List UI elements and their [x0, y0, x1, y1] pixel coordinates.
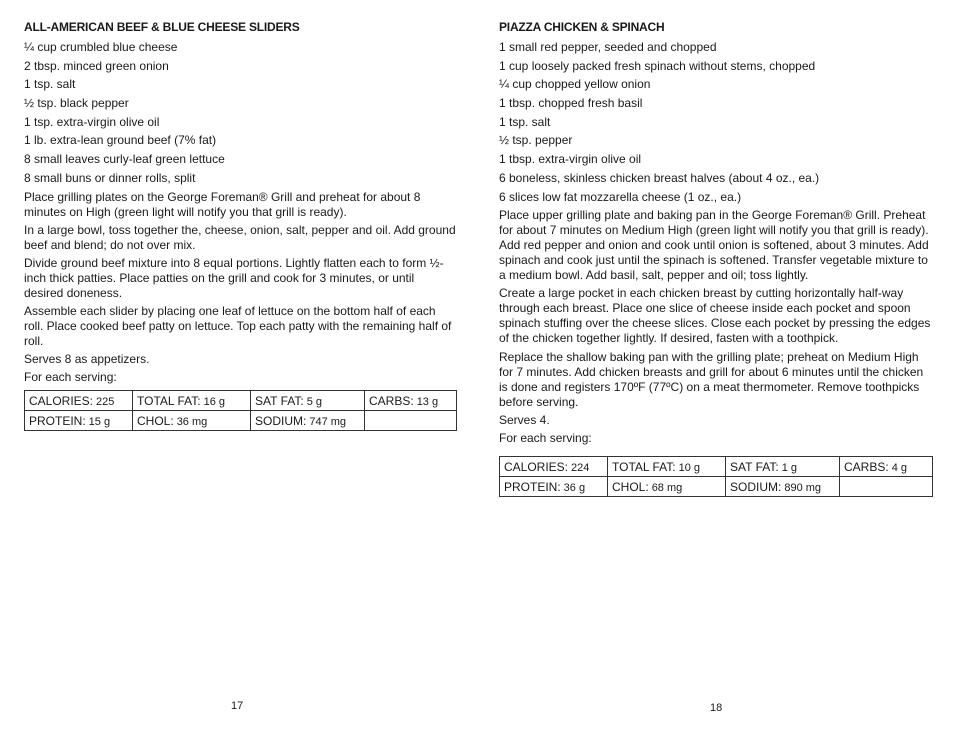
total-fat-label: TOTAL FAT: [137, 393, 201, 408]
serves-text: Serves 8 as appetizers. [24, 352, 150, 367]
ingredient-line: 1 tbsp. extra-virgin olive oil [499, 152, 642, 167]
calories-label: CALORIES: [504, 459, 569, 474]
total-fat-cell [133, 391, 251, 411]
sat-fat-cell [726, 457, 840, 477]
ingredient-line: ½ tsp. pepper [499, 133, 573, 148]
total-fat-value: 10 g [678, 461, 700, 474]
empty-cell [840, 477, 933, 497]
nutrition-table [499, 456, 933, 497]
ingredient-line: 1 lb. extra-lean ground beef (7% fat) [24, 133, 217, 148]
nutrition-row [25, 391, 457, 411]
calories-label: CALORIES: [29, 393, 94, 408]
carbs-cell [840, 457, 933, 477]
for-each-serving: For each serving: [24, 370, 117, 385]
carbs-label: CARBS: [369, 393, 414, 408]
sodium-cell [251, 411, 365, 431]
nutrition-row [25, 411, 457, 431]
carbs-label: CARBS: [844, 459, 889, 474]
chol-label: CHOL: [137, 413, 174, 428]
carbs-cell [365, 391, 457, 411]
ingredient-line: ¼ cup chopped yellow onion [499, 77, 651, 92]
sat-fat-cell [251, 391, 365, 411]
calories-value: 224 [571, 461, 590, 474]
total-fat-cell [608, 457, 726, 477]
instruction-step: Replace the shallow baking pan with the grilling plate; preheat on Medium High for 7 minutes. Add chicken breasts and grill for about 6 minutes until the chicken is done and registers 170ºF (77ºC) on a meat thermometer. Remove toothpicks before serving. [499, 349, 924, 409]
instruction-step: Assemble each slider by placing one leaf of lettuce on the bottom half of each roll. Place cooked beef patty on lettuce. Top each patty with the remaining half of roll. [24, 304, 452, 349]
ingredient-line: 1 tsp. extra-virgin olive oil [24, 114, 160, 129]
carbs-value: 4 g [891, 461, 907, 474]
nutrition-row [500, 477, 933, 497]
protein-label: PROTEIN: [504, 479, 561, 494]
left-page [24, 0, 456, 738]
chol-value: 68 mg [651, 481, 683, 494]
sat-fat-label: SAT FAT: [730, 459, 779, 474]
ingredient-line: 6 boneless, skinless chicken breast halves (about 4 oz., ea.) [499, 170, 820, 185]
ingredient-line: 2 tbsp. minced green onion [24, 58, 169, 73]
calories-cell [500, 457, 608, 477]
serves-text: Serves 4. [499, 412, 550, 427]
ingredient-line: 1 tsp. salt [24, 77, 76, 92]
sodium-label: SODIUM: [255, 413, 307, 428]
sodium-label: SODIUM: [730, 479, 782, 494]
protein-value: 15 g [88, 415, 111, 428]
page-number: 17 [231, 700, 244, 712]
sodium-value: 747 mg [309, 415, 347, 428]
for-each-serving: For each serving: [499, 430, 592, 445]
recipe-body [24, 40, 456, 389]
protein-value: 36 g [563, 481, 586, 494]
instruction-step: Divide ground beef mixture into 8 equal portions. Lightly flatten each to form ½-inch thick patties. Place patties on the grill and cook for 3 minutes, or until desired doneness. [24, 255, 444, 300]
ingredient-line: ½ tsp. black pepper [24, 96, 129, 111]
instruction-step: In a large bowl, toss together the, cheese, onion, salt, pepper and oil. Add ground beef and blend; do not over mix. [24, 222, 456, 252]
total-fat-label: TOTAL FAT: [612, 459, 676, 474]
calories-cell [25, 391, 133, 411]
right-page [499, 0, 932, 738]
total-fat-value: 16 g [203, 395, 225, 408]
sat-fat-label: SAT FAT: [255, 393, 304, 408]
ingredient-line: ¼ cup crumbled blue cheese [24, 40, 178, 54]
chol-cell [133, 411, 251, 431]
ingredient-line: 1 cup loosely packed fresh spinach without stems, chopped [499, 58, 816, 73]
instruction-step: Place grilling plates on the George Foreman® Grill and preheat for about 8 minutes on High (green light will notify you that grill is ready). [24, 189, 421, 219]
ingredient-line: 1 tsp. salt [499, 114, 551, 129]
sodium-value: 890 mg [784, 481, 822, 494]
recipe-title: ALL-AMERICAN BEEF & BLUE CHEESE SLIDERS [24, 20, 300, 34]
ingredient-line: 1 tbsp. chopped fresh basil [499, 96, 643, 111]
ingredient-line: 1 small red pepper, seeded and chopped [499, 40, 717, 54]
nutrition-table [24, 390, 457, 431]
protein-cell [25, 411, 133, 431]
sat-fat-value: 1 g [781, 461, 797, 474]
instruction-step: Create a large pocket in each chicken breast by cutting horizontally half-way through each breast. Place one slice of cheese inside each pocket and spoon spinach stuffing over the cheese slices. Close each pocket by pressing the edges of the chicken together lightly. If desired, fasten with a toothpick. [499, 286, 931, 346]
chol-value: 36 mg [176, 415, 208, 428]
protein-cell [500, 477, 608, 497]
nutrition-row [500, 457, 933, 477]
chol-label: CHOL: [612, 479, 649, 494]
sat-fat-value: 5 g [306, 395, 322, 408]
ingredient-line: 8 small leaves curly-leaf green lettuce [24, 152, 225, 167]
protein-label: PROTEIN: [29, 413, 86, 428]
carbs-value: 13 g [416, 395, 439, 408]
calories-value: 225 [96, 395, 115, 408]
recipe-title: PIAZZA CHICKEN & SPINACH [499, 20, 665, 34]
ingredient-line: 8 small buns or dinner rolls, split [24, 170, 196, 185]
empty-cell [365, 411, 457, 431]
ingredient-line: 6 slices low fat mozzarella cheese (1 oz., ea.) [499, 189, 742, 204]
chol-cell [608, 477, 726, 497]
sodium-cell [726, 477, 840, 497]
page-number: 18 [710, 702, 723, 714]
instruction-step: Place upper grilling plate and baking pan in the George Foreman® Grill. Preheat for about 7 minutes on Medium High (green light will notify you that grill is ready). Add red pepper and onion and cook until onion is softened, about 3 minutes. Add spinach and cook just until the spinach is softened. Transfer vegetable mixture to a medium bowl. Add basil, salt, pepper and oil; toss lightly. [499, 208, 929, 283]
recipe-body [499, 40, 932, 449]
